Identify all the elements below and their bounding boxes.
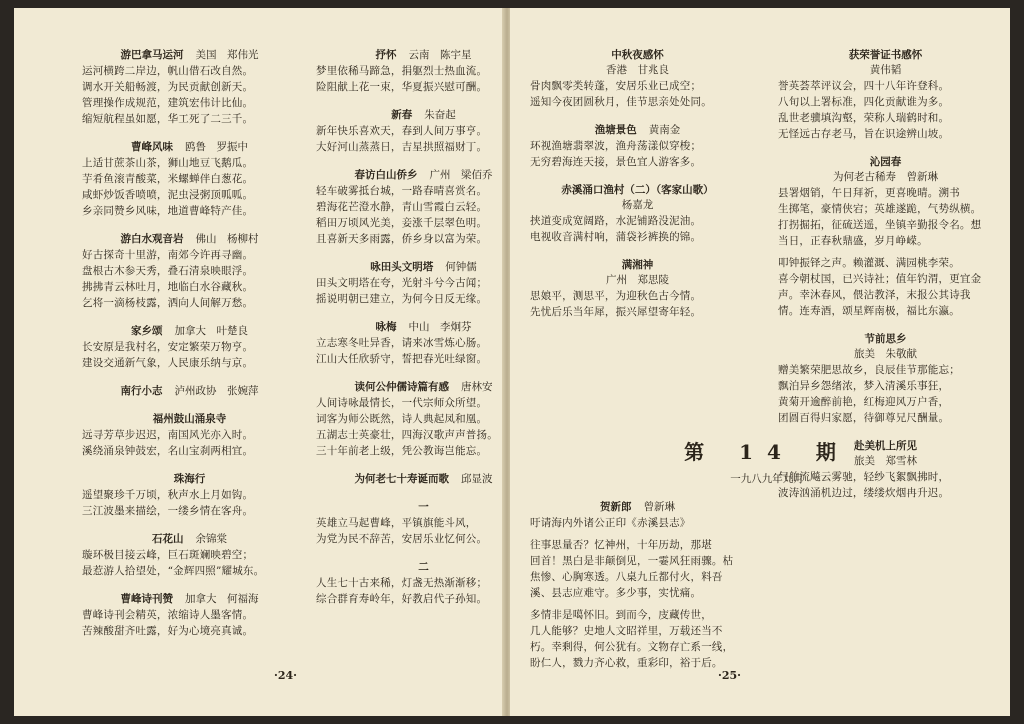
poem-line: 苦辣酸甜齐吐露，好为心境亮真诚。 <box>82 625 254 637</box>
poem-line: 县署烟销，午日拜祈，更喜晚晴。溯书 <box>778 187 960 199</box>
poem-line: 叩钟振铎之声。赖灌溉、满园桃李荣。 <box>778 257 960 269</box>
poem-title-text: 咏梅 <box>375 321 397 333</box>
poem-line: 黄菊开逾醉前艳，红梅迎风万户香， <box>778 396 950 408</box>
poem-author: 加拿大 叶楚良 <box>174 325 248 337</box>
poem-line: 思娘平，测思平，为迎秋色古今情。 <box>530 290 702 302</box>
poem <box>778 332 993 426</box>
left-column-2 <box>316 48 506 620</box>
poem-title-text: 游巴拿马运河 <box>120 49 184 61</box>
poem-line: 遥知今夜团圆秋月，佳节思亲处处同。 <box>530 96 712 108</box>
poem <box>82 412 297 459</box>
poem-author: 泸州政协 张婉萍 <box>174 385 259 397</box>
poem-line: 曹峰诗刊会精英，浓缩诗人墨客情。 <box>82 609 254 621</box>
poem <box>316 108 506 155</box>
poem-title-text: 春访白山侨乡 <box>354 169 418 181</box>
poem-line: 气舶流飚云雾驰，轻纱飞絮飘拂时， <box>778 471 950 483</box>
poem-author: 唐林安 <box>461 381 493 393</box>
poem-byline: 香港 甘兆良 <box>606 64 669 76</box>
poem-line: 三十年前老上级，凭公教诲岂能忘。 <box>316 445 488 457</box>
poem-line: 人生七十古来稀，灯盏无热渐渐移； <box>316 577 488 589</box>
poem <box>82 384 297 399</box>
poem-line: 建设交通新气象，人民康乐纳与京。 <box>82 357 254 369</box>
poem-line: 璇环极目接云峰，巨石斑斓映碧空； <box>82 549 254 561</box>
poem <box>316 380 506 459</box>
poem-title <box>530 500 745 515</box>
right-column-1-lower <box>530 500 745 684</box>
poem <box>82 592 297 639</box>
poem <box>316 168 506 247</box>
poem-line: 飘泊异乡怨绪浓，梦入清溪乐事狂， <box>778 380 950 392</box>
poem <box>316 472 506 487</box>
poem-title <box>778 48 993 63</box>
poem-line: 八旬以上署标准，四化贡献谁为多。 <box>778 96 950 108</box>
poem-author: 余锦棠 <box>195 533 227 545</box>
poem-line: 管理操作成规范，建筑宏伟计比仙。 <box>82 97 254 109</box>
poem-line: 咸虾炒饭香喷喷，泥虫浸粥顶呱呱。 <box>82 189 254 201</box>
poem-title-text: 沁园春 <box>869 156 902 168</box>
poem <box>530 500 745 671</box>
poem-author: 鸥鲁 罗振中 <box>185 141 248 153</box>
poem-title <box>316 380 506 395</box>
poem <box>82 472 297 519</box>
poem <box>82 324 297 371</box>
poem-line: 田头文明塔在夸，光射斗兮今古闻； <box>316 277 488 289</box>
poem-line: 运河横跨二岸边，帆山借石改自然。 <box>82 65 254 77</box>
poem-title <box>530 123 745 138</box>
poem-title-text: 获荣誉证书感怀 <box>848 49 923 61</box>
poem-title <box>82 324 297 339</box>
poem-title <box>82 532 297 547</box>
poem-author: 曾新琳 <box>643 501 675 513</box>
poem <box>530 123 745 170</box>
poem-line: 几人能够？史地人文昭祥里，万载还当不 <box>530 625 723 637</box>
poem-line: 回首！黑白是非颠倒见，一霎风狂雨骤。枯 <box>530 555 734 567</box>
poem-line: 喜今朝杖国，已兴诗社；值年钓渭，更宜金 <box>778 273 982 285</box>
poem-title <box>316 108 506 123</box>
poem-title-text: 读何公仲儒诗篇有感 <box>354 381 449 393</box>
poem-line: 且喜新天多雨露，侨乡身以富为荣。 <box>316 233 488 245</box>
poem-line: 赠美繁荣肥思故乡，良辰佳节那能忘； <box>778 364 960 376</box>
poem-line: 好古探奇十里游，南郊今许再寻幽。 <box>82 249 254 261</box>
poem-line: 先忧后乐当年犀，振兴犀望寄年轻。 <box>530 306 702 318</box>
poem-line: 词客为师公既然，诗人典起凤和凰。 <box>316 413 488 425</box>
poem-author: 佛山 杨柳村 <box>195 233 259 245</box>
poem-title-text: 福州鼓山涌泉寺 <box>152 413 227 425</box>
poem-line: 三江波墨来描绘，一缕乡情在客舟。 <box>82 505 254 517</box>
poem-line: 新年快乐喜欢天，春到人间万事亨。 <box>316 125 488 137</box>
poem-title <box>316 260 506 275</box>
poem-line: 稻田万顷风光美，妾涨千层翠色明。 <box>316 217 488 229</box>
poem <box>316 500 506 547</box>
poem-title-text: 赤溪涌口渔村（二）（客家山歌） <box>561 184 714 196</box>
poem-title-text: 曹峰诗刊赞 <box>120 593 173 605</box>
poem-title <box>82 412 297 427</box>
poem-line: 往事思量否？忆神州，十年历劫，那堪 <box>530 539 712 551</box>
left-page <box>14 8 506 716</box>
poem-byline: 广州 郑思陵 <box>606 274 669 286</box>
poem-author: 美国 郑伟光 <box>195 49 259 61</box>
poem-title-text: 贺新郎 <box>600 501 632 513</box>
poem-line: 无怪远古存老马，旨在识途辨山坡。 <box>778 128 950 140</box>
poem-author: 黄南金 <box>648 124 681 136</box>
poem <box>778 439 993 501</box>
poem-line: 芋肴鱼滚青酸菜，米螺蝉伴白葱花。 <box>82 173 254 185</box>
poem-line: 生掷笔，豪情侠宕；英雄遂跪，气势纵横。 <box>778 203 982 215</box>
poem-title-text: 珠海行 <box>173 473 206 485</box>
poem-line: 溪绕涌泉钟鼓宏，名山宝刹两相宜。 <box>82 445 254 457</box>
poem <box>316 320 506 367</box>
poem-title <box>316 472 506 487</box>
poem-line: 险阻献上花一束，华夏振兴慰可酬。 <box>316 81 488 93</box>
poem-line: 梦里依稀马蹄急，捐躯烈士热血流。 <box>316 65 488 77</box>
poem <box>530 183 745 245</box>
poem-title-text: 赴美机上所见 <box>854 440 917 452</box>
poem-line: 打拐掘拓，征硫送遥，坐镇辛勤报令名。想 <box>778 219 982 231</box>
left-column-1 <box>82 48 297 652</box>
poem-title-text: 曹峰风味 <box>131 141 173 153</box>
poem-byline: 旅美 朱敬献 <box>854 348 917 360</box>
poem-line: 碧海花芒澄水静，青山雪霞白云轻。 <box>316 201 488 213</box>
poem-title <box>82 140 297 155</box>
poem-title-text: 南行小志 <box>120 385 163 397</box>
poem-title <box>316 168 506 183</box>
right-column-1 <box>530 48 745 333</box>
poem-title-text: 满湘神 <box>621 259 654 271</box>
poem-author: 何钟儒 <box>445 261 477 273</box>
poem-line: 江山大任欣骄守，誓把春光吐绿窗。 <box>316 353 488 365</box>
poem-line: 轻车破雾抵台城，一路春晴喜赏名。 <box>316 185 488 197</box>
poem-line: 盼仁人，戮力齐心救，重彩印，裕于后。 <box>530 657 723 669</box>
poem-line: 电视收音满村响，蒲袋衫裤换的锦。 <box>530 231 702 243</box>
poem-line: 综合群育寿岭年，好教启代子孙知。 <box>316 593 488 605</box>
poem-line: 吁请海内外诸公正印《赤溪县志》 <box>530 517 691 529</box>
poem <box>530 48 745 110</box>
poem <box>778 48 993 142</box>
poem-line: 缩短航程虽如愿，华工死了二三千。 <box>82 113 254 125</box>
poem-title <box>316 500 506 515</box>
poem-line: 大好河山蒸蒸日，吉星拱照福财丁。 <box>316 141 488 153</box>
poem-line: 乱世老骥填沟壑，荣称人瑞鹤时和。 <box>778 112 950 124</box>
poem-title-text: 渔塘景色 <box>594 124 637 136</box>
poem-line: 无穷碧海连天接，景色宜人游客多。 <box>530 156 702 168</box>
poem-title-text: 抒怀 <box>375 49 397 61</box>
poem-byline: 旅美 郑雪林 <box>854 455 917 467</box>
poem <box>530 258 745 320</box>
poem-title <box>316 560 506 575</box>
poem-line: 人间诗咏最情长，一代宗师众所望。 <box>316 397 488 409</box>
poem-title-text: 中秋夜感怀 <box>611 49 664 61</box>
poem-line: 远寻芳草步迟迟，南国风光亦入时。 <box>82 429 254 441</box>
poem-line: 多情非是噶怀旧。到而今，庋藏传世， <box>530 609 712 621</box>
poem-title-text: 二 <box>418 561 429 573</box>
poem-title-text: 节前思乡 <box>864 333 907 345</box>
poem <box>316 48 506 95</box>
poem-title <box>530 258 745 273</box>
poem-title <box>82 232 297 247</box>
poem <box>316 560 506 607</box>
poem-line: 盘根古木参天秀，叠石清泉映眼浮。 <box>82 265 254 277</box>
poem-byline: 黄伟韬 <box>869 64 902 76</box>
poem-title <box>82 384 297 399</box>
poem-line: 摇说明朝已建立，为何今日反无缘。 <box>316 293 488 305</box>
poem <box>778 155 993 319</box>
poem <box>82 140 297 219</box>
poem-line: 溪、县志应难守。多少事，实忧痛。 <box>530 587 702 599</box>
poem-title <box>82 472 297 487</box>
poem-author: 加拿大 何福海 <box>185 593 259 605</box>
poem-title <box>778 155 993 170</box>
poem-line: 当日，正春秋鼎盛，岁月峥嵘。 <box>778 235 928 247</box>
poem-title-text: 一 <box>418 501 429 513</box>
poem-title <box>778 332 993 347</box>
poem <box>82 532 297 579</box>
poem-author: 朱奋起 <box>424 109 456 121</box>
poem <box>316 260 506 307</box>
poem-line: 环视渔塘翡翠波，渔舟荡漾似穿梭； <box>530 140 702 152</box>
poem <box>82 48 297 127</box>
issue-date: 一九八九年九月 <box>730 473 804 485</box>
poem-line: 最惹游人拾望处，“金辉四照”耀城东。 <box>82 565 265 577</box>
poem-author: 中山 李炯芬 <box>408 321 472 333</box>
poem-title-text: 石花山 <box>152 533 184 545</box>
poem-line: 声。幸沐春风，偎沾教泽，末报公其诗我 <box>778 289 971 301</box>
poem-title-text: 新春 <box>391 109 413 121</box>
poem-title <box>530 183 745 198</box>
page-number-left: ·24· <box>274 669 297 682</box>
page-number-right: ·25· <box>718 669 741 682</box>
poem-title <box>778 439 993 454</box>
poem-line: 情。连寿酒，颂星辉南极，福比东瀛。 <box>778 305 960 317</box>
poem-line: 调水开关船畅渡，为民贡献创新天。 <box>82 81 254 93</box>
poem-line: 乞将一滴杨枝露，洒向人间解万愁。 <box>82 297 254 309</box>
poem-line: 波涛汹涌机边过，缕缕炊烟冉升迟。 <box>778 487 950 499</box>
issue-title: 第 14 期 <box>684 440 850 464</box>
poem-line: 团圆百得归家愿，待御尊兄尺酬量。 <box>778 412 950 424</box>
poem-title-text: 为何老七十寿诞而歌 <box>354 473 449 485</box>
poem-line: 挟道变成宽阔路，水泥铺路没泥油。 <box>530 215 702 227</box>
poem-line: 朽。幸剩得，何公犹有。文物存亡系一线， <box>530 641 734 653</box>
poem-title <box>316 48 506 63</box>
poem-line: 乡亲同赞乡风味，地道曹峰特产佳。 <box>82 205 254 217</box>
poem-title <box>82 48 297 63</box>
right-page <box>510 8 1010 716</box>
poem-line: 为党为民不辞苦，安居乐业忆何公。 <box>316 533 488 545</box>
poem-title <box>530 48 745 63</box>
poem-line: 骨肉飘零类转蓬，安居乐业已成空； <box>530 80 702 92</box>
poem-line: 立志寒冬吐异香，请来冰雪炼心肠。 <box>316 337 488 349</box>
poem-author: 云南 陈宇星 <box>408 49 472 61</box>
poem-line: 上适甘蔗茶山茶，狮山地豆飞鹅瓜。 <box>82 157 254 169</box>
poem-line: 焦惨、心胸寒透。八桌九丘都付火，料吾 <box>530 571 723 583</box>
poem-title-text: 家乡颂 <box>131 325 163 337</box>
poem-line: 拂拂青云林吐月，地临白水谷藏秋。 <box>82 281 254 293</box>
poem-line: 誉英荟萃评议会，四十八年许登科。 <box>778 80 950 92</box>
poem-line: 英雄立马起曹峰，平镇旗能斗风， <box>316 517 477 529</box>
poem-line: 长安原是我村名，安定繁荣万物亨。 <box>82 341 254 353</box>
poem-title <box>82 592 297 607</box>
poem-byline: 杨嘉龙 <box>621 199 654 211</box>
poem-line: 五湖志士英豪壮，四海汉歌声声普扬。 <box>316 429 498 441</box>
poem-line: 遥望聚珍千万顷，秋声水上月如钩。 <box>82 489 254 501</box>
right-column-2 <box>778 48 993 514</box>
poem-title-text: 咏田头文明塔 <box>370 261 434 273</box>
poem-author: 广州 梁佰乔 <box>429 169 493 181</box>
poem <box>82 232 297 311</box>
poem-byline: 为何老古稀寿 曾新琳 <box>833 171 938 183</box>
poem-title <box>316 320 506 335</box>
poem-title-text: 游白水观音岩 <box>120 233 184 245</box>
poem-author: 邱显波 <box>461 473 493 485</box>
